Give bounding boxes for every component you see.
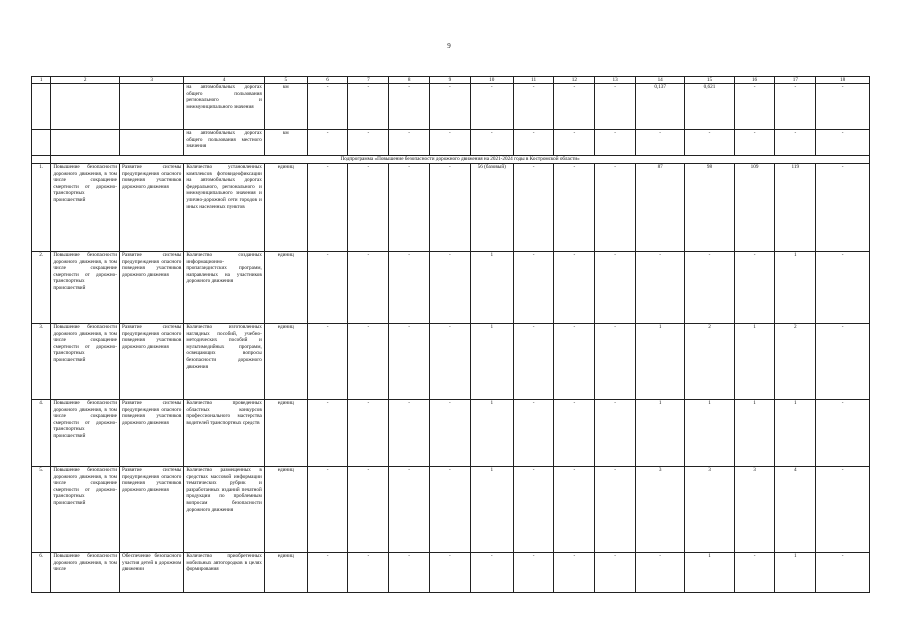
value-cell: - bbox=[513, 467, 554, 553]
header-cell: 3 bbox=[119, 77, 183, 84]
value-cell: - bbox=[734, 130, 775, 156]
value-cell: 1 bbox=[685, 553, 734, 593]
value-cell: - bbox=[307, 252, 348, 324]
task-cell: Развитие системы предупреждения опасного поведения участников дорожного движения bbox=[119, 467, 183, 553]
table-row bbox=[32, 400, 870, 467]
value-cell: - bbox=[554, 400, 595, 467]
table-body bbox=[32, 77, 870, 593]
value-cell: - bbox=[389, 252, 430, 324]
goal-cell: Повышение безопасности дорожного движения, в том числе сокращение смертности от дорожно-транспортных происшествий bbox=[51, 324, 120, 400]
value-cell: - bbox=[554, 467, 595, 553]
value-cell: - bbox=[816, 467, 870, 553]
table-row bbox=[32, 324, 870, 400]
value-cell: 98 bbox=[685, 164, 734, 252]
subprogram-title: Подпрограмма «Повышение безопасности дорожного движения на 2021-2024 годы в Костромской области» bbox=[51, 156, 870, 164]
value-cell: - bbox=[685, 130, 734, 156]
value-cell: - bbox=[389, 130, 430, 156]
value-cell: 1 bbox=[685, 400, 734, 467]
task-cell: Развитие системы предупреждения опасного поведения участников дорожного движения bbox=[119, 400, 183, 467]
goal-cell: Повышение безопасности дорожного движения, в том числе сокращение смертности от дорожно-транспортных происшествий bbox=[51, 252, 120, 324]
value-cell: - bbox=[635, 130, 684, 156]
value-cell: - bbox=[595, 467, 636, 553]
header-cell: 12 bbox=[554, 77, 595, 84]
value-cell: - bbox=[554, 84, 595, 130]
value-cell: - bbox=[307, 164, 348, 252]
header-cell: 4 bbox=[184, 77, 264, 84]
value-cell: - bbox=[307, 130, 348, 156]
value-cell: 109 bbox=[734, 164, 775, 252]
header-cell: 1 bbox=[32, 77, 51, 84]
value-cell: - bbox=[430, 553, 471, 593]
indicator-cell: Количество изготовленных наглядных пособий, учебно-методических пособий и мультимедийных программ, освещающих вопросы безопасности дорожного движения bbox=[184, 324, 264, 400]
unit-cell: км bbox=[264, 84, 307, 130]
value-cell: 87 bbox=[635, 164, 684, 252]
value-cell: 1 bbox=[775, 400, 816, 467]
value-cell: - bbox=[348, 324, 389, 400]
value-cell: 1 bbox=[470, 252, 513, 324]
header-cell: 5 bbox=[264, 77, 307, 84]
value-cell: 3 bbox=[685, 467, 734, 553]
value-cell: - bbox=[307, 84, 348, 130]
value-cell: - bbox=[816, 400, 870, 467]
value-cell: - bbox=[816, 553, 870, 593]
header-cell: 16 bbox=[734, 77, 775, 84]
unit-cell: единиц bbox=[264, 252, 307, 324]
value-cell: - bbox=[513, 553, 554, 593]
value-cell: - bbox=[554, 324, 595, 400]
header-cell: 10 bbox=[470, 77, 513, 84]
value-cell: - bbox=[734, 84, 775, 130]
value-cell: - bbox=[389, 467, 430, 553]
value-cell: 1 bbox=[635, 324, 684, 400]
empty-cell bbox=[51, 130, 120, 156]
value-cell: - bbox=[595, 164, 636, 252]
indicator-cell: Количество размещенных в средствах массовой информации тематических рубрик и разработанных изданий печатной продукции по проблемным вопросам безопасности дорожного движения bbox=[184, 467, 264, 553]
value-cell: - bbox=[775, 84, 816, 130]
value-cell: 0,137 bbox=[635, 84, 684, 130]
value-cell: - bbox=[430, 252, 471, 324]
header-cell: 13 bbox=[595, 77, 636, 84]
value-cell: - bbox=[595, 84, 636, 130]
unit-cell: единиц bbox=[264, 553, 307, 593]
header-cell: 2 bbox=[51, 77, 120, 84]
row-number: 5. bbox=[32, 467, 51, 553]
table-row bbox=[32, 467, 870, 553]
unit-cell: км bbox=[264, 130, 307, 156]
value-cell: - bbox=[595, 400, 636, 467]
row-number: 2. bbox=[32, 252, 51, 324]
indicator-cell: на автомобильных дорогах общего пользования местного значения bbox=[184, 130, 264, 156]
value-cell: - bbox=[816, 252, 870, 324]
value-cell: 2 bbox=[685, 324, 734, 400]
value-cell: - bbox=[389, 84, 430, 130]
goal-cell: Повышение безопасности дорожного движения, в том числе сокращение смертности от дорожно-транспортных происшествий bbox=[51, 400, 120, 467]
indicator-cell: Количество приобретенных мобильных автогородков в целях формирования bbox=[184, 553, 264, 593]
value-cell: - bbox=[513, 84, 554, 130]
value-cell: - bbox=[685, 252, 734, 324]
value-cell: 3 bbox=[734, 467, 775, 553]
row-number: 1. bbox=[32, 164, 51, 252]
task-cell: Развитие системы предупреждения опасного поведения участников дорожного движения bbox=[119, 252, 183, 324]
value-cell: 56 (базовый) bbox=[470, 164, 513, 252]
value-cell: 1 bbox=[734, 400, 775, 467]
value-cell: - bbox=[513, 324, 554, 400]
value-cell: 4 bbox=[775, 467, 816, 553]
value-cell: - bbox=[430, 400, 471, 467]
goal-cell: Повышение безопасности дорожного движения, в том числе сокращение смертности от дорожно-транспортных происшествий bbox=[51, 164, 120, 252]
table-row bbox=[32, 553, 870, 593]
value-cell: - bbox=[430, 84, 471, 130]
value-cell: 0,621 bbox=[685, 84, 734, 130]
value-cell: 119 bbox=[775, 164, 816, 252]
value-cell: - bbox=[389, 400, 430, 467]
value-cell: - bbox=[307, 400, 348, 467]
value-cell: - bbox=[816, 164, 870, 252]
row-number: 6. bbox=[32, 553, 51, 593]
value-cell: - bbox=[430, 130, 471, 156]
header-cell: 8 bbox=[389, 77, 430, 84]
continuation-row bbox=[32, 84, 870, 130]
value-cell: 1 bbox=[775, 553, 816, 593]
value-cell: - bbox=[470, 84, 513, 130]
empty-cell bbox=[32, 130, 51, 156]
goal-cell: Повышение безопасности дорожного движения, в том числе сокращение смертности от дорожно-транспортных происшествий bbox=[51, 467, 120, 553]
unit-cell: единиц bbox=[264, 164, 307, 252]
table-row bbox=[32, 164, 870, 252]
header-cell: 14 bbox=[635, 77, 684, 84]
value-cell: 2 bbox=[775, 324, 816, 400]
value-cell: - bbox=[554, 252, 595, 324]
value-cell: - bbox=[734, 553, 775, 593]
value-cell: - bbox=[595, 324, 636, 400]
empty-cell bbox=[32, 156, 51, 164]
value-cell: - bbox=[595, 252, 636, 324]
value-cell: 1 bbox=[470, 467, 513, 553]
header-cell: 6 bbox=[307, 77, 348, 84]
value-cell: - bbox=[389, 553, 430, 593]
value-cell: - bbox=[348, 553, 389, 593]
value-cell: 1 bbox=[734, 324, 775, 400]
empty-cell bbox=[119, 84, 183, 130]
value-cell: - bbox=[348, 252, 389, 324]
value-cell: - bbox=[470, 553, 513, 593]
value-cell: - bbox=[307, 324, 348, 400]
page-number: 9 bbox=[447, 42, 451, 50]
value-cell: - bbox=[635, 252, 684, 324]
value-cell: - bbox=[430, 164, 471, 252]
value-cell: - bbox=[430, 324, 471, 400]
value-cell: - bbox=[348, 467, 389, 553]
header-cell: 18 bbox=[816, 77, 870, 84]
row-number: 3. bbox=[32, 324, 51, 400]
value-cell: - bbox=[348, 84, 389, 130]
value-cell: - bbox=[430, 467, 471, 553]
value-cell: - bbox=[554, 553, 595, 593]
value-cell: - bbox=[348, 164, 389, 252]
subprogram-row bbox=[32, 156, 870, 164]
value-cell: - bbox=[816, 324, 870, 400]
value-cell: - bbox=[307, 467, 348, 553]
value-cell: - bbox=[775, 130, 816, 156]
header-cell: 15 bbox=[685, 77, 734, 84]
task-cell: Обеспечение безопасного участия детей в дорожном движении bbox=[119, 553, 183, 593]
task-cell: Развитие системы предупреждения опасного поведения участников дорожного движения bbox=[119, 164, 183, 252]
header-cell: 7 bbox=[348, 77, 389, 84]
value-cell: - bbox=[554, 164, 595, 252]
value-cell: - bbox=[513, 164, 554, 252]
unit-cell: единиц bbox=[264, 400, 307, 467]
empty-cell bbox=[119, 130, 183, 156]
indicator-cell: на автомобильных дорогах общего пользования регионального и межмуниципального значения bbox=[184, 84, 264, 130]
value-cell: - bbox=[348, 130, 389, 156]
value-cell: - bbox=[635, 553, 684, 593]
value-cell: - bbox=[389, 164, 430, 252]
value-cell: 1 bbox=[775, 252, 816, 324]
value-cell: 3 bbox=[635, 467, 684, 553]
empty-cell bbox=[32, 84, 51, 130]
value-cell: - bbox=[389, 324, 430, 400]
value-cell: - bbox=[513, 252, 554, 324]
empty-cell bbox=[51, 84, 120, 130]
task-cell: Развитие системы предупреждения опасного поведения участников дорожного движения bbox=[119, 324, 183, 400]
header-cell: 11 bbox=[513, 77, 554, 84]
indicator-cell: Количество проведенных областных конкурсов профессионального мастерства водителей транспортных средств bbox=[184, 400, 264, 467]
value-cell: - bbox=[470, 130, 513, 156]
goal-cell: Повышение безопасности дорожного движения, в том числе bbox=[51, 553, 120, 593]
value-cell: - bbox=[734, 252, 775, 324]
header-row bbox=[32, 77, 870, 84]
value-cell: - bbox=[348, 400, 389, 467]
value-cell: - bbox=[595, 130, 636, 156]
value-cell: - bbox=[307, 553, 348, 593]
value-cell: 1 bbox=[470, 400, 513, 467]
indicators-table bbox=[31, 76, 870, 593]
value-cell: 1 bbox=[470, 324, 513, 400]
row-number: 4. bbox=[32, 400, 51, 467]
value-cell: - bbox=[513, 130, 554, 156]
value-cell: - bbox=[816, 130, 870, 156]
table-row bbox=[32, 252, 870, 324]
unit-cell: единиц bbox=[264, 467, 307, 553]
header-cell: 17 bbox=[775, 77, 816, 84]
value-cell: 1 bbox=[635, 400, 684, 467]
indicator-cell: Количество созданных информационно-пропагандистских программ, направленных на участников дорожного движения bbox=[184, 252, 264, 324]
value-cell: - bbox=[816, 84, 870, 130]
header-cell: 9 bbox=[430, 77, 471, 84]
unit-cell: единиц bbox=[264, 324, 307, 400]
continuation-row bbox=[32, 130, 870, 156]
value-cell: - bbox=[554, 130, 595, 156]
value-cell: - bbox=[595, 553, 636, 593]
indicator-cell: Количество установленных комплексов фотовидеофиксации на автомобильных дорогах федерального, регионального и межмуниципального значения и улично-дорожной сети городов и иных населенных пунктов bbox=[184, 164, 264, 252]
value-cell: - bbox=[513, 400, 554, 467]
